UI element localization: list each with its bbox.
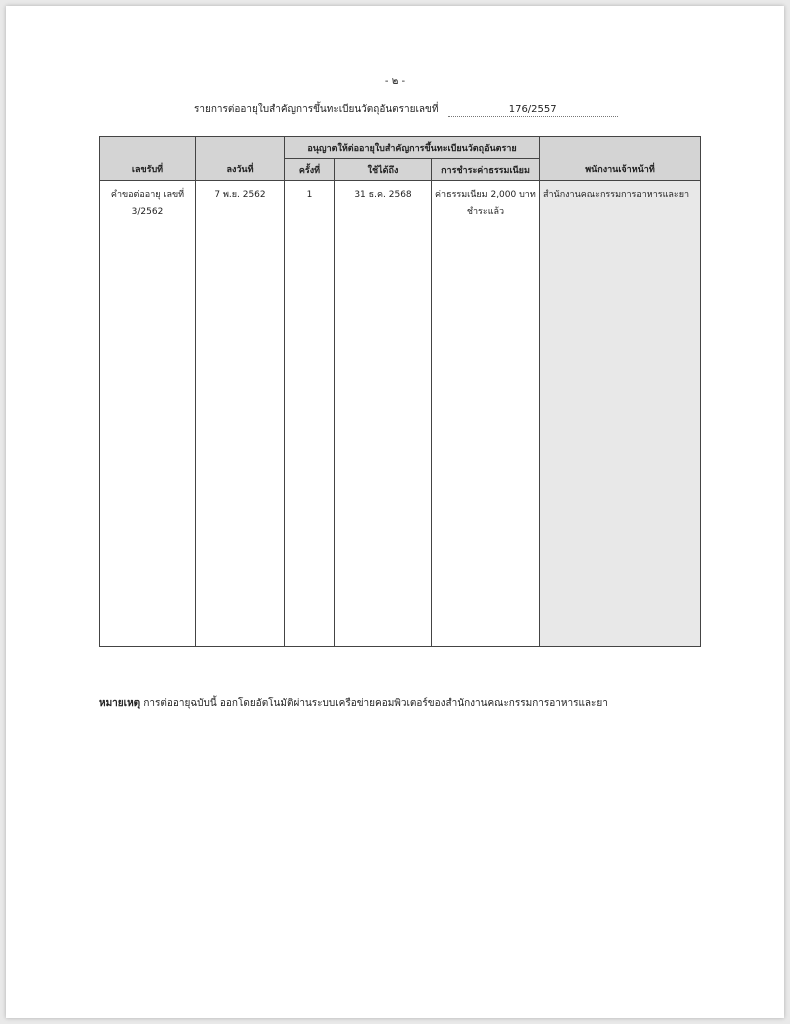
fee-line1: ค่าธรรมเนียม 2,000 บาท: [435, 190, 536, 200]
header-times: ครั้งที่: [285, 159, 335, 181]
receipt-no-line1: คำขอต่ออายุ เลขที่: [110, 190, 185, 200]
header-date: ลงวันที่: [196, 137, 285, 181]
table-row: [100, 181, 701, 647]
cell-valid-until: 31 ธ.ค. 2568: [335, 181, 432, 647]
cell-officer: สำนักงานคณะกรรมการอาหารและยา: [540, 181, 701, 647]
page-number: - ๒ -: [384, 76, 406, 87]
header-receipt-no: เลขรับที่: [100, 137, 196, 181]
receipt-no-line2: 3/2562: [131, 207, 164, 217]
cell-date: 7 พ.ย. 2562: [196, 181, 285, 647]
header-officer: พนักงานเจ้าหน้าที่: [540, 137, 701, 181]
fee-line2: ชำระแล้ว: [466, 207, 505, 217]
cell-times: 1: [285, 181, 335, 647]
footnote-label: หมายเหตุ: [99, 698, 141, 709]
registration-label: รายการต่ออายุใบสำคัญการขึ้นทะเบียนวัตถุอันตรายเลขที่: [194, 104, 439, 115]
header-renewal-group: อนุญาตให้ต่ออายุใบสำคัญการขึ้นทะเบียนวัตถุอันตราย: [285, 137, 540, 159]
document-page: [6, 6, 784, 1018]
footnote-text: การต่ออายุฉบับนี้ ออกโดยอัตโนมัติผ่านระบบเครือข่ายคอมพิวเตอร์ของสำนักงานคณะกรรมการอาหารและยา: [140, 698, 608, 709]
header-fee-payment: การชำระค่าธรรมเนียม: [432, 159, 540, 181]
registration-line: [194, 102, 618, 117]
footnote: [99, 696, 608, 711]
renewal-table: [99, 136, 701, 647]
header-valid-until: ใช้ได้ถึง: [335, 159, 432, 181]
registration-number: 176/2557: [448, 104, 618, 117]
cell-fee-payment: [432, 181, 540, 647]
cell-receipt-no: [100, 181, 196, 647]
